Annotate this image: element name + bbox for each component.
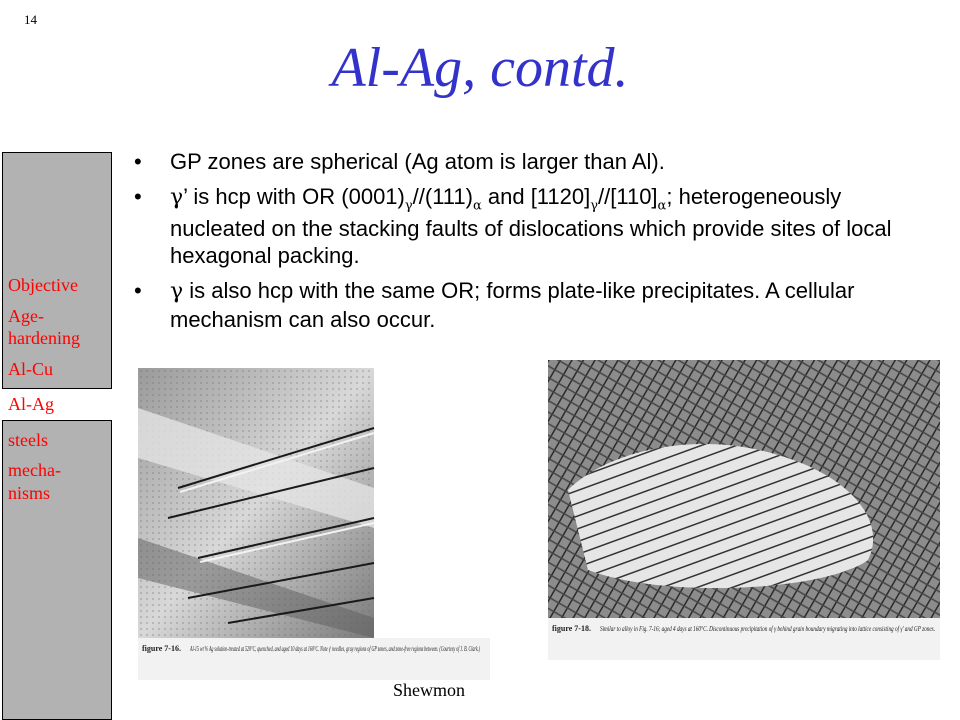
image-credit: Shewmon — [393, 680, 465, 700]
sidebar-item-steels[interactable]: steels — [8, 429, 48, 450]
page-number: 14 — [24, 12, 37, 27]
sidebar-item-mechanisms[interactable]: mecha- nisms — [8, 460, 61, 503]
figure-caption: Similar to alloy in Fig. 7-16; aged 4 days at 160°C. Discontinuous precipitation of γ behind grain boundary migrating into lattice consisting of γ' and GP zones. — [600, 625, 936, 633]
bullet-text: is also hcp with the same OR; forms plate-like precipitates. A cellular mechanism can also occur. — [170, 278, 855, 332]
sidebar-item-al-ag[interactable]: Al-Ag — [2, 388, 112, 421]
bullet-text: GP zones are spherical (Ag atom is larger than Al). — [170, 149, 665, 174]
sidebar-item-age-hardening[interactable]: Age- hardening — [8, 305, 80, 348]
figure-label: figure 7-18. — [552, 624, 591, 633]
bullet-gp-zones — [132, 148, 932, 175]
sidebar-nav — [2, 270, 112, 508]
gamma-symbol: γ — [170, 279, 184, 305]
slide-title: Al-Ag, contd. — [331, 37, 629, 99]
bullet-text: //[110] — [598, 184, 658, 210]
bullet-marker: • — [134, 149, 142, 174]
micrograph-gamma-prime-needles — [138, 368, 490, 680]
bullet-text: //(111) — [412, 184, 473, 210]
bullet-gamma-prime — [132, 183, 932, 269]
bullet-marker: • — [134, 184, 142, 210]
bullet-text: ; — [666, 184, 673, 210]
bullet-text: heterogeneously nucleated on the stacking faults of dislocations which provide sites of local hexagonal packing. — [170, 184, 892, 269]
bullet-marker: • — [134, 278, 142, 304]
figure-label: figure 7-16. — [142, 644, 181, 653]
sidebar-item-al-cu[interactable]: Al-Cu — [8, 358, 53, 379]
gamma-subscript: γ — [404, 198, 413, 214]
gamma-subscript: γ — [590, 198, 599, 214]
bullet-text: ’ is hcp with OR (0001) — [183, 184, 405, 210]
sidebar-item-objective[interactable]: Objective — [8, 275, 78, 295]
bullet-gamma — [132, 277, 932, 333]
figure-caption: Al-15 wt % Ag solution-treated at 520°C, quenched, and aged 10 days at 160°C. Note γ' needles, gray regions of GP zones, and zone-free regions between. (Courtesy of J. B. Clark.) — [189, 645, 481, 653]
gamma-symbol: γ — [170, 185, 184, 211]
alpha-subscript: α — [472, 198, 482, 214]
alpha-subscript: α — [657, 198, 667, 214]
micrograph-cellular-precipitation — [548, 360, 940, 660]
bullet-text: and [1120] — [481, 184, 591, 210]
bullet-list — [132, 148, 932, 341]
